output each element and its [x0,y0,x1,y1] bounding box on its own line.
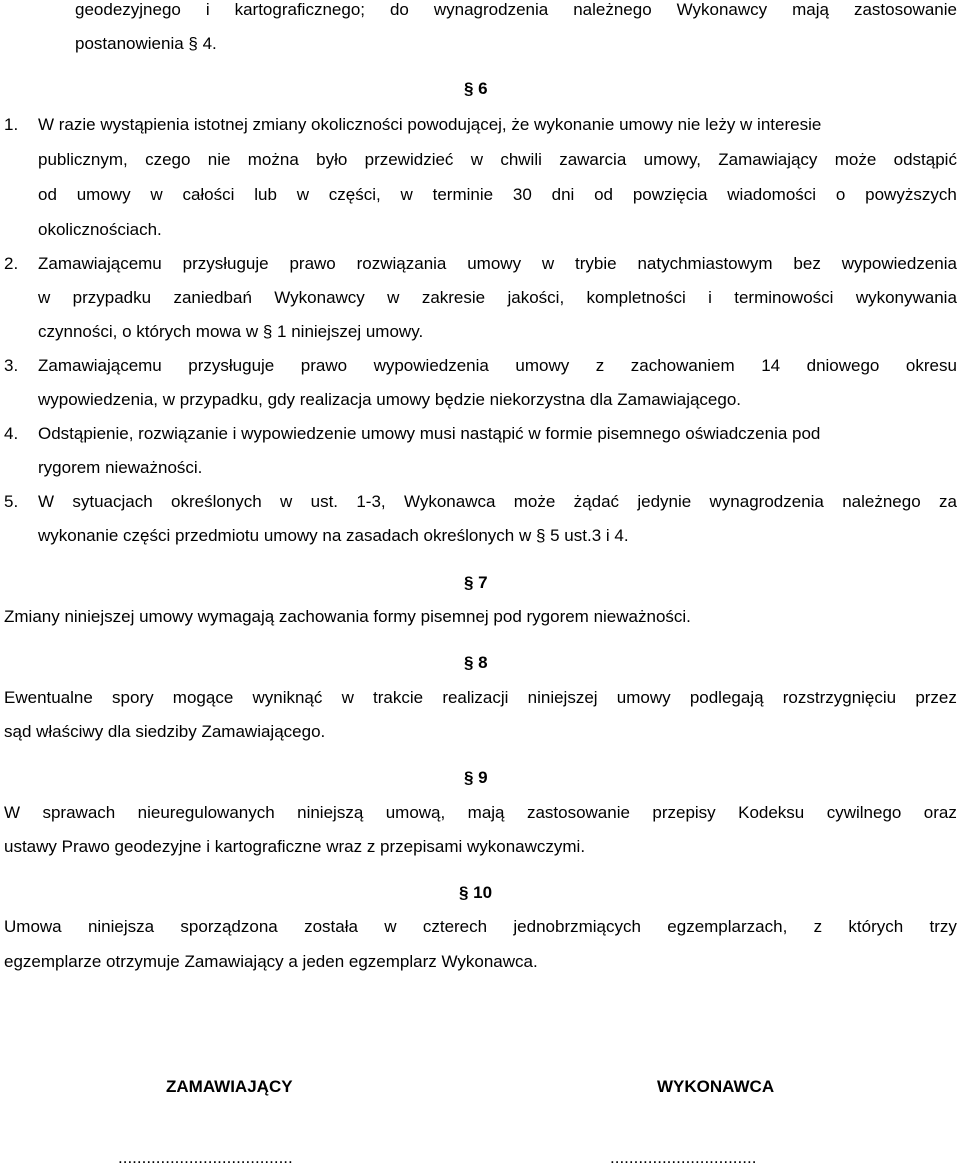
section-9-line-2: ustawy Prawo geodezyjne i kartograficzne wraz z przepisami wykonawczymi. [4,837,586,856]
section-10-heading: § 10 [459,883,493,902]
section-7-heading: § 7 [464,573,488,592]
item-2-line-3: czynności, o których mowa w § 1 niniejszej umowy. [38,322,424,341]
signature-line-right: ............................... [610,1148,757,1167]
item-1-line-1: W razie wystąpienia istotnej zmiany okoliczności powodującej, że wykonanie umowy nie leży w interesie [38,115,822,134]
section-9-heading: § 9 [464,768,488,787]
item-4-number: 4. [4,424,19,443]
section-8-line-2: sąd właściwy dla siedziby Zamawiającego. [4,722,326,741]
item-1-line-2: publicznym, czego nie można było przewidzieć w chwili zawarcia umowy, Zamawiający może odstąpić [38,150,957,169]
signature-label-zamawiajacy: ZAMAWIAJĄCY [166,1077,293,1096]
item-3-number: 3. [4,356,19,375]
item-2-line-2: w przypadku zaniedbań Wykonawcy w zakresie jakości, kompletności i terminowości wykonywania [38,288,957,307]
section-10-line-1: Umowa niniejsza sporządzona została w czterech jednobrzmiących egzemplarzach, z których trzy [4,917,957,936]
item-1-line-3: od umowy w całości lub w części, w terminie 30 dni od powzięcia wiadomości o powyższych [38,185,957,204]
item-5-line-2: wykonanie części przedmiotu umowy na zasadach określonych w § 5 ust.3 i 4. [38,526,629,545]
section-10-line-2: egzemplarze otrzymuje Zamawiający a jeden egzemplarz Wykonawca. [4,952,538,971]
item-3-line-2: wypowiedzenia, w przypadku, gdy realizacja umowy będzie niekorzystna dla Zamawiającego. [38,390,742,409]
item-5-number: 5. [4,492,19,511]
item-1-number: 1. [4,115,19,134]
item-4-line-1: Odstąpienie, rozwiązanie i wypowiedzenie umowy musi nastąpić w formie pisemnego oświadczenia pod [38,424,821,443]
section-8-line-1: Ewentualne spory mogące wyniknąć w trakcie realizacji niniejszej umowy podlegają rozstrzygnięciu przez [4,688,957,707]
item-2-line-1: Zamawiającemu przysługuje prawo rozwiązania umowy w trybie natychmiastowym bez wypowiedzenia [38,254,957,273]
signature-label-wykonawca: WYKONAWCA [657,1077,775,1096]
signature-line-left: ..................................... [118,1148,293,1167]
item-1-line-4: okolicznościach. [38,220,162,239]
top-line-1: geodezyjnego i kartograficznego; do wynagrodzenia należnego Wykonawcy mają zastosowanie [75,0,957,19]
section-7-text: Zmiany niniejszej umowy wymagają zachowania formy pisemnej pod rygorem nieważności. [4,607,691,626]
item-5-line-1: W sytuacjach określonych w ust. 1-3, Wykonawca może żądać jedynie wynagrodzenia należnego za [38,492,957,511]
top-line-2: postanowienia § 4. [75,34,217,53]
section-9-line-1: W sprawach nieuregulowanych niniejszą umową, mają zastosowanie przepisy Kodeksu cywilnego oraz [4,803,957,822]
section-8-heading: § 8 [464,653,488,672]
section-6-heading: § 6 [464,79,488,98]
item-2-number: 2. [4,254,19,273]
item-4-line-2: rygorem nieważności. [38,458,203,477]
item-3-line-1: Zamawiającemu przysługuje prawo wypowiedzenia umowy z zachowaniem 14 dniowego okresu [38,356,957,375]
